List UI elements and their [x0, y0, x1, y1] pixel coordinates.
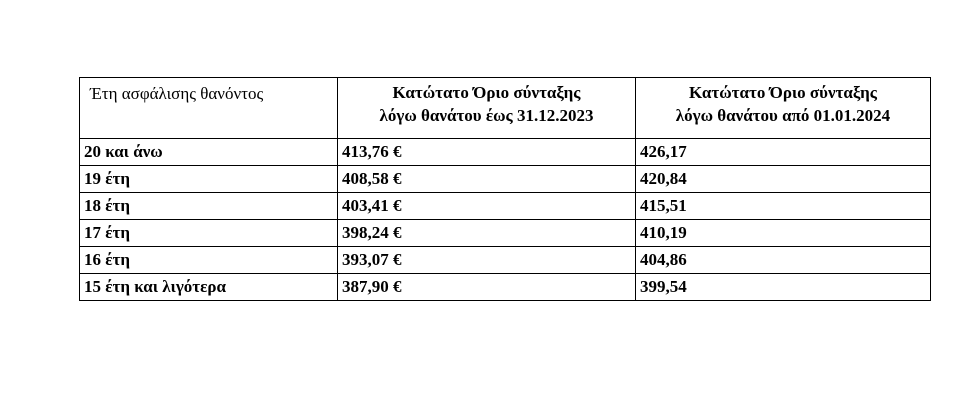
cell-years: 19 έτη [80, 166, 338, 193]
header-minimum-from-2024 [636, 78, 931, 139]
cell-until-2023: 393,07 € [338, 247, 636, 274]
cell-until-2023: 408,58 € [338, 166, 636, 193]
cell-years: 17 έτη [80, 220, 338, 247]
header-minimum-from-2024-line1: Κατώτατο Όριο σύνταξης [689, 83, 877, 102]
cell-until-2023: 398,24 € [338, 220, 636, 247]
header-years-of-insurance: Έτη ασφάλισης θανόντος [80, 78, 338, 139]
cell-until-2023: 413,76 € [338, 139, 636, 166]
cell-from-2024: 404,86 [636, 247, 931, 274]
pension-table [79, 77, 931, 301]
table-row [80, 274, 931, 301]
table-row [80, 220, 931, 247]
cell-years: 18 έτη [80, 193, 338, 220]
cell-from-2024: 410,19 [636, 220, 931, 247]
header-minimum-from-2024-line2: λόγω θανάτου από 01.01.2024 [675, 106, 891, 125]
table-header-row [80, 78, 931, 139]
table-row [80, 193, 931, 220]
cell-years: 16 έτη [80, 247, 338, 274]
cell-until-2023: 387,90 € [338, 274, 636, 301]
cell-from-2024: 399,54 [636, 274, 931, 301]
table-row [80, 139, 931, 166]
cell-from-2024: 426,17 [636, 139, 931, 166]
table-row [80, 166, 931, 193]
table-row [80, 247, 931, 274]
cell-years: 20 και άνω [80, 139, 338, 166]
header-minimum-until-2023 [338, 78, 636, 139]
cell-from-2024: 420,84 [636, 166, 931, 193]
cell-years: 15 έτη και λιγότερα [80, 274, 338, 301]
header-minimum-until-2023-line1: Κατώτατο Όριο σύνταξης [392, 83, 581, 102]
header-minimum-until-2023-line2: λόγω θανάτου έως 31.12.2023 [379, 106, 594, 125]
cell-until-2023: 403,41 € [338, 193, 636, 220]
cell-from-2024: 415,51 [636, 193, 931, 220]
